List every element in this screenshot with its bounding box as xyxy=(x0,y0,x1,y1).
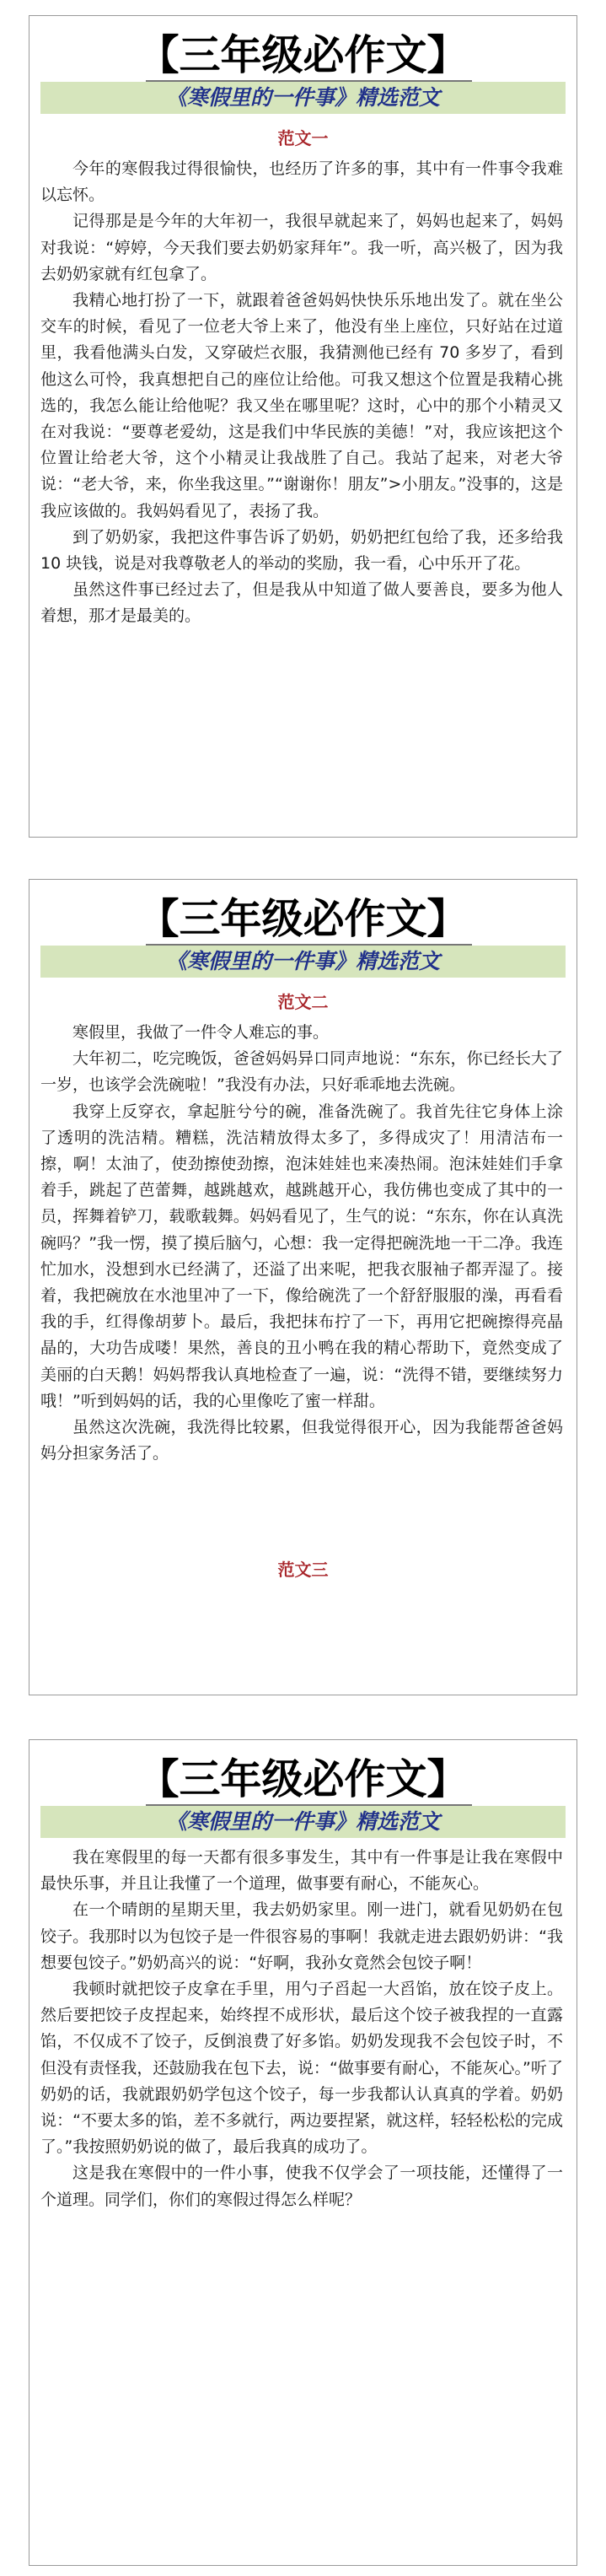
paragraph: 大年初二，吃完晚饭，爸爸妈妈异口同声地说：“东东，你已经长大了一岁，也该学会洗碗啦！”我没有办法，只好乖乖地去洗碗。 xyxy=(40,1049,563,1095)
card-title: 【三年级必作文】 xyxy=(137,1755,469,1803)
card-subtitle: 《寒假里的一件事》精选范文 xyxy=(40,1806,566,1838)
paragraph: 虽然这次洗碗，我洗得比较累，但我觉得很开心，因为我能帮爸爸妈妈分担家务活了。 xyxy=(40,1418,563,1463)
essay-body xyxy=(40,1020,563,1467)
section-label: 范文二 xyxy=(277,992,329,1012)
card-subtitle: 《寒假里的一件事》精选范文 xyxy=(40,82,566,114)
essay-card-3 xyxy=(29,1739,577,2566)
paragraph: 我穿上反穿衣，拿起脏兮兮的碗，准备洗碗了。我首先往它身体上涂了透明的洗洁精。糟糕，洗洁精放得太多了，多得成灾了！用清洁布一擦，啊！太油了，使劲擦使劲擦，泡沫娃娃也来凑热闹。泡沫娃娃们手拿着手，跳起了芭蕾舞，越跳越欢，越跳越开心，我仿佛也变成了其中的一员，挥舞着铲刀，载歌载舞。妈妈看见了，生气的说：“东东，你在认真洗碗吗？”我一愣，摸了摸后脑勺，心想：我一定得把碗洗地一干二净。我连忙加水，没想到水已经满了，还溢了出来呢，把我衣服袖子都弄湿了。接着，我把碗放在水池里冲了一下，像给碗洗了一个舒舒服服的澡，再看看我的手，红得像胡萝卜。最后，我把抹布拧了一下，再用它把碗擦得亮晶晶的，大功告成喽！果然，善良的丑小鸭在我的精心帮助下，竟然变成了美丽的白天鹅！妈妈帮我认真地检查了一遍，说：“洗得不错，要继续努力哦！”听到妈妈的话，我的心里像吃了蜜一样甜。 xyxy=(40,1102,563,1410)
card-title: 【三年级必作文】 xyxy=(137,31,469,79)
section-label: 范文一 xyxy=(277,128,329,148)
paragraph: 今年的寒假我过得很愉快，也经历了许多的事，其中有一件事令我难以忘怀。 xyxy=(40,159,563,205)
essay-body xyxy=(40,1845,563,2213)
essay-body xyxy=(40,156,563,630)
paragraph: 寒假里，我做了一件令人难忘的事。 xyxy=(72,1023,330,1042)
paragraph: 这是我在寒假中的一件小事，使我不仅学会了一项技能，还懂得了一个道理。同学们，你们的寒假过得怎么样呢？ xyxy=(40,2164,563,2209)
card-subtitle: 《寒假里的一件事》精选范文 xyxy=(40,946,566,978)
next-section-label: 范文三 xyxy=(277,1560,329,1580)
essay-card-2 xyxy=(29,879,577,1695)
paragraph: 虽然这件事已经过去了，但是我从中知道了做人要善良，要多为他人着想，那才是最美的。 xyxy=(40,580,563,626)
paragraph: 记得那是是今年的大年初一，我很早就起来了，妈妈也起来了，妈妈对我说：“婷婷，今天我们要去奶奶家拜年”。我一听，高兴极了，因为我去奶奶家就有红包拿了。 xyxy=(40,212,563,283)
paragraph: 在一个晴朗的星期天里，我去奶奶家里。刚一进门，就看见奶奶在包饺子。我那时以为包饺子是一件很容易的事啊！我就走进去跟奶奶讲：“我想要包饺子。”奶奶高兴的说：“好啊，我孙女竟然会包饺子啊！ xyxy=(40,1900,563,1972)
card-title: 【三年级必作文】 xyxy=(137,895,469,943)
paragraph: 我顿时就把饺子皮拿在手里，用勺子舀起一大舀馅，放在饺子皮上。然后要把饺子皮捏起来，始终捏不成形状，最后这个饺子被我捏的一直露馅，不仅成不了饺子，反倒浪费了好多馅。奶奶发现我不会包饺子时，不但没有责怪我，还鼓励我在包下去，说：“做事要有耐心，不能灰心。”听了奶奶的话，我就跟奶奶学包这个饺子，每一步我都认认真真的学着。奶奶说：“不要太多的馅，差不多就行，两边要捏紧，就这样，轻轻松松的完成了。”我按照奶奶说的做了，最后我真的成功了。 xyxy=(40,1980,563,2157)
paragraph: 到了奶奶家，我把这件事告诉了奶奶，奶奶把红包给了我，还多给我 10 块钱，说是对我尊敬老人的举动的奖励，我一看，心中乐开了花。 xyxy=(40,527,563,574)
essay-card-1 xyxy=(29,15,577,838)
paragraph: 我精心地打扮了一下，就跟着爸爸妈妈快快乐乐地出发了。就在坐公交车的时候，看见了一位老大爷上来了，他没有坐上座位，只好站在过道里，我看他满头白发，又穿破烂衣服，我猜测他已经有 70 多岁了，看到他这么可怜，我真想把自己的座位让给他。可我又想这个位置是我精心挑选的，我怎么能让给他呢？我又坐在哪里呢？这时，心中的那个小精灵又在对我说：“要尊老爱幼，这是我们中华民族的美德！”对，我应该把这个位置让给老大爷，这个小精灵让我战胜了自己。我站了起来，对老大爷说：“老大爷，来，你坐我这里。”“谢谢你！朋友”>小朋友。”没事的，这是我应该做的。我妈妈看见了，表扬了我。 xyxy=(40,291,563,520)
paragraph: 我在寒假里的每一天都有很多事发生，其中有一件事是让我在寒假中最快乐事，并且让我懂了一个道理，做事要有耐心，不能灰心。 xyxy=(40,1848,563,1894)
